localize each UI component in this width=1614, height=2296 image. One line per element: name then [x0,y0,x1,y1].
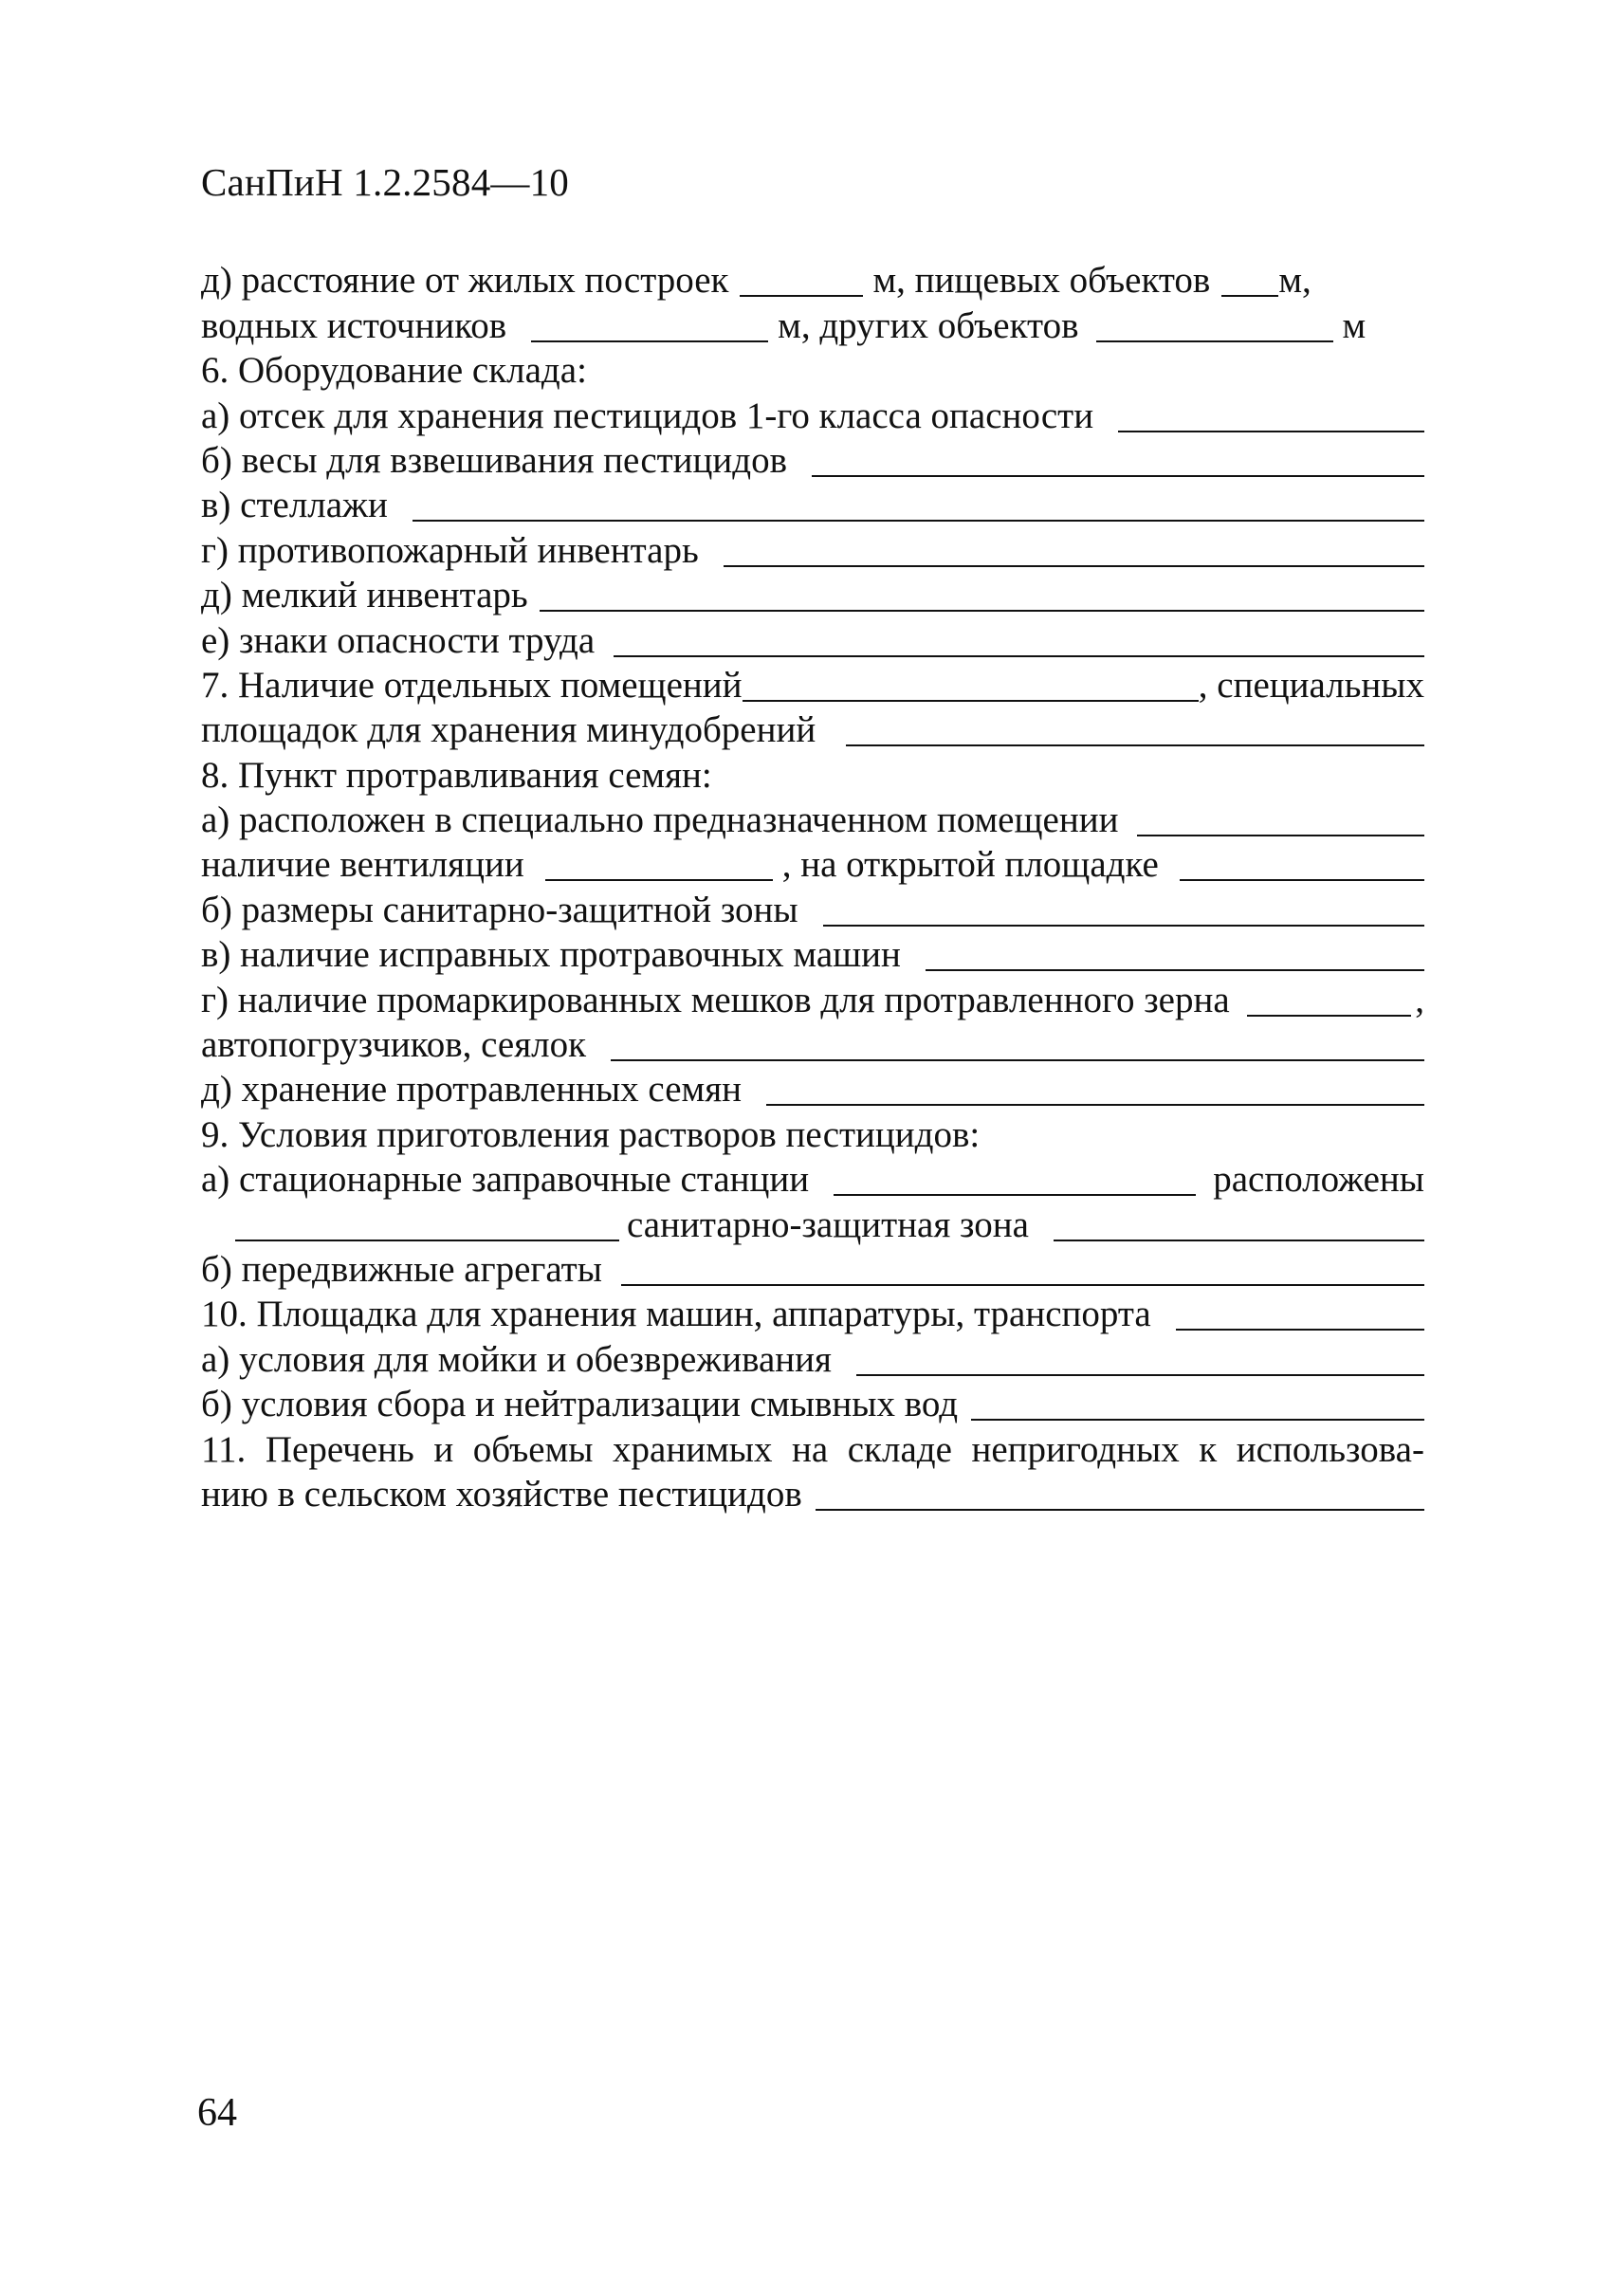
blank-field[interactable] [611,1031,1424,1061]
form-line-water-sources [201,304,1424,349]
blank-field[interactable] [540,581,1424,612]
justified-text [201,1428,1424,1470]
blank-field[interactable] [766,1075,1424,1106]
form-line [201,1384,1424,1428]
word: 11. [201,1428,247,1470]
word: складе [847,1428,952,1470]
blank-field[interactable] [614,627,1424,657]
field-label: а) условия для мойки и обезвреживания [201,1338,832,1380]
form-line [201,1338,1424,1383]
blank-field[interactable] [856,1346,1424,1376]
form-line [201,1203,1424,1248]
field-label: б) условия сбора и нейтрализации смывных вод [201,1384,959,1425]
section-heading: 9. Условия приготовления растворов пестицидов: [201,1113,981,1155]
word: объемы [472,1428,594,1470]
field-label: г) противопожарный инвентарь [201,529,699,571]
field-label: автопогрузчиков, сеялок [201,1024,587,1066]
blank-field[interactable] [1221,266,1278,297]
form-line [201,395,1424,439]
word: Перечень [265,1428,414,1470]
form-line [201,1159,1424,1203]
blank-field[interactable] [1176,1300,1424,1331]
form-line [201,485,1424,529]
blank-field[interactable] [816,1480,1424,1511]
page-number: 64 [197,2091,237,2135]
field-label: в) стеллажи [201,485,388,526]
field-label: 7. Наличие отдельных помещений [201,664,743,706]
form-line [201,1024,1424,1069]
blank-field[interactable] [413,491,1424,522]
blank-field[interactable] [743,671,1199,702]
word: к [1199,1428,1218,1470]
field-label: водных источников [201,304,507,346]
field-label: , [1415,979,1424,1020]
form-line [201,709,1424,754]
blank-field[interactable] [235,1211,619,1241]
section-heading: 6. Оборудование склада: [201,350,587,392]
form-line [201,529,1424,574]
word: использова- [1236,1428,1424,1470]
field-label: 10. Площадка для хранения машин, аппаратуры, транспорта [201,1294,1151,1335]
blank-field[interactable] [846,716,1424,746]
field-label: в) наличие исправных протравочных машин [201,934,901,976]
field-label: м, пищевых объектов [872,260,1211,302]
blank-field[interactable] [545,851,773,881]
field-label: д) мелкий инвентарь [201,575,528,616]
field-label: а) стационарные заправочные станции [201,1159,810,1201]
word: на [792,1428,829,1470]
field-label: м [1342,304,1366,346]
form-line [201,1294,1424,1338]
field-label: санитарно-защитная зона [627,1203,1029,1245]
field-label: м, [1278,260,1311,302]
form-line-distances [201,260,1424,304]
blank-field[interactable] [1054,1211,1424,1241]
field-label: б) размеры санитарно-защитной зоны [201,889,798,930]
blank-field[interactable] [1118,402,1424,432]
field-label: д) хранение протравленных семян [201,1069,743,1111]
blank-field[interactable] [740,266,863,297]
field-label: а) отсек для хранения пестицидов 1-го класса опасности [201,395,1094,436]
field-label: м, других объектов [778,304,1079,346]
word: и [433,1428,454,1470]
form-line [201,799,1424,844]
blank-field[interactable] [1247,986,1412,1017]
blank-field[interactable] [1137,806,1424,836]
word: хранимых [613,1428,773,1470]
field-label: , специальных [1198,664,1424,706]
field-label: площадок для хранения минудобрений [201,709,816,751]
form-line [201,889,1424,933]
blank-field[interactable] [1096,312,1333,342]
blank-field[interactable] [812,447,1424,477]
form-line [201,844,1424,889]
document-code-header: СанПиН 1.2.2584—10 [201,160,569,204]
field-label: б) весы для взвешивания пестицидов [201,439,788,481]
field-label: д) расстояние от жилых построек [201,260,729,302]
section-heading: 8. Пункт протравливания семян: [201,754,712,796]
form-line [201,1249,1424,1294]
field-label: е) знаки опасности труда [201,619,596,661]
field-label: расположены [1213,1159,1424,1201]
blank-field[interactable] [621,1256,1424,1286]
form-line [201,440,1424,485]
blank-field[interactable] [1180,851,1424,881]
field-label: наличие вентиляции [201,844,524,886]
field-label: а) расположен в специально предназначенном помещении [201,799,1119,841]
form-line-justified [201,1428,1424,1473]
word: непригодных [971,1428,1180,1470]
field-label: нию в сельском хозяйстве пестицидов [201,1473,802,1515]
form-line [201,665,1424,709]
form-line [201,1474,1424,1518]
inspection-form [201,260,1424,1518]
blank-field[interactable] [971,1390,1424,1421]
form-line [201,934,1424,979]
field-label: г) наличие промаркированных мешков для протравленного зерна [201,979,1230,1020]
blank-field[interactable] [724,537,1424,567]
form-line [201,979,1424,1023]
field-label: б) передвижные агрегаты [201,1248,602,1290]
blank-field[interactable] [823,896,1424,927]
form-line [201,619,1424,664]
blank-field[interactable] [531,312,768,342]
field-label: , на открытой площадке [781,844,1159,886]
blank-field[interactable] [926,941,1424,971]
blank-field[interactable] [834,1166,1196,1196]
form-line [201,1069,1424,1113]
form-line [201,575,1424,619]
